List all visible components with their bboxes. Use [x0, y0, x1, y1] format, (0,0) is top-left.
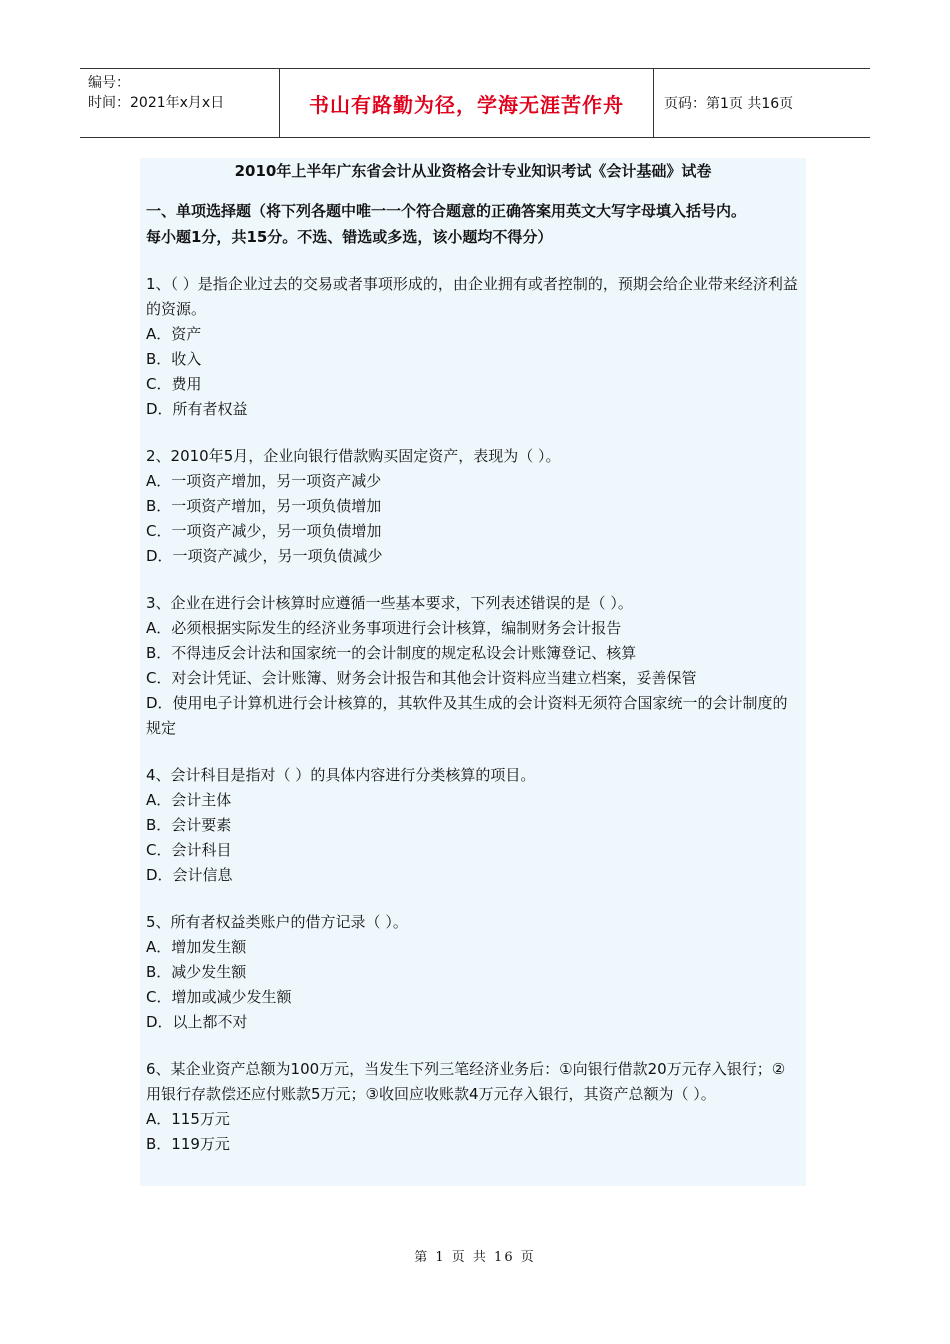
page-header — [80, 68, 870, 138]
question-4 — [146, 763, 800, 888]
header-meta — [80, 69, 280, 137]
option-a: A．115万元 — [146, 1110, 230, 1128]
option-a: A．增加发生额 — [146, 938, 247, 956]
question-stem: 4、会计科目是指对（ ）的具体内容进行分类核算的项目。 — [146, 766, 536, 784]
question-3 — [146, 591, 800, 741]
header-motto: 书山有路勤为径，学海无涯苦作舟 — [280, 69, 654, 137]
page-footer: 第 1 页 共 16 页 — [414, 1250, 536, 1265]
question-2 — [146, 444, 800, 569]
option-c: C．费用 — [146, 375, 202, 393]
option-c: C．增加或减少发生额 — [146, 988, 292, 1006]
question-stem: 1、（ ）是指企业过去的交易或者事项形成的，由企业拥有或者控制的，预期会给企业带来经济利益的资源。 — [146, 275, 798, 318]
option-d: D．以上都不对 — [146, 1013, 248, 1031]
option-b: B．119万元 — [146, 1135, 230, 1153]
section-heading-line-2: 每小题1分，共15分。不选、错选或多选，该小题均不得分） — [146, 228, 553, 246]
option-a: A．必须根据实际发生的经济业务事项进行会计核算，编制财务会计报告 — [146, 619, 622, 637]
option-c: C．会计科目 — [146, 841, 232, 859]
option-a: A．一项资产增加，另一项资产减少 — [146, 472, 382, 490]
option-b: B．收入 — [146, 350, 202, 368]
time-label: 时间：2021年x月x日 — [88, 95, 225, 111]
number-label: 编号： — [88, 75, 130, 91]
option-c: C．对会计凭证、会计账簿、财务会计报告和其他会计资料应当建立档案，妥善保管 — [146, 669, 697, 687]
question-6 — [146, 1057, 800, 1157]
option-b: B．不得违反会计法和国家统一的会计制度的规定私设会计账簿登记、核算 — [146, 644, 637, 662]
question-5 — [146, 910, 800, 1035]
option-b: B．减少发生额 — [146, 963, 247, 981]
question-stem: 5、所有者权益类账户的借方记录（ ）。 — [146, 913, 408, 931]
header-page-info: 页码：第1页 共16页 — [664, 96, 794, 112]
document-body — [140, 158, 806, 1186]
question-stem: 6、某企业资产总额为100万元，当发生下列三笔经济业务后：①向银行借款20万元存入银行；②用银行存款偿还应付账款5万元；③收回应收账款4万元存入银行，其资产总额为（ ）。 — [146, 1060, 786, 1103]
option-d: D．所有者权益 — [146, 400, 248, 418]
question-stem: 2、2010年5月，企业向银行借款购买固定资产，表现为（ ）。 — [146, 447, 561, 465]
question-stem: 3、企业在进行会计核算时应遵循一些基本要求，下列表述错误的是（ ）。 — [146, 594, 633, 612]
option-d: D．使用电子计算机进行会计核算的，其软件及其生成的会计资料无须符合国家统一的会计制度的规定 — [146, 694, 788, 737]
option-a: A．资产 — [146, 325, 202, 343]
section-heading — [146, 198, 800, 250]
option-d: D．一项资产减少，另一项负债减少 — [146, 547, 383, 565]
option-a: A．会计主体 — [146, 791, 232, 809]
document-title: 2010年上半年广东省会计从业资格会计专业知识考试《会计基础》试卷 — [234, 162, 712, 180]
question-1 — [146, 272, 800, 422]
section-heading-line-1: 一、单项选择题（将下列各题中唯一一个符合题意的正确答案用英文大写字母填入括号内。 — [146, 202, 747, 220]
option-b: B．一项资产增加，另一项负债增加 — [146, 497, 382, 515]
option-c: C．一项资产减少，另一项负债增加 — [146, 522, 382, 540]
option-d: D．会计信息 — [146, 866, 233, 884]
option-b: B．会计要素 — [146, 816, 232, 834]
